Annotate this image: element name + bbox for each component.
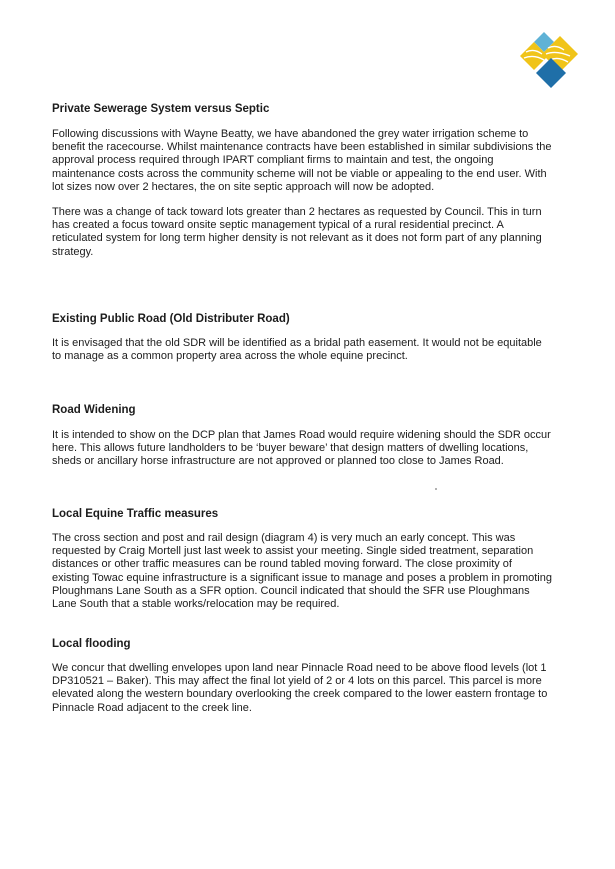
section-heading-road-widening: Road Widening — [52, 404, 136, 416]
section-heading-sewerage: Private Sewerage System versus Septic — [52, 103, 270, 115]
scan-speck — [435, 488, 437, 490]
section-heading-public-road: Existing Public Road (Old Distributer Road) — [52, 313, 290, 325]
company-logo — [520, 30, 582, 88]
paragraph-sewerage-2: There was a change of tack toward lots greater than 2 hectares as requested by Council. This in turn has created a focus toward onsite septic management typical of a rural residential precinct. A reticulated system for long term higher density is not relevant as it does not form part of any planning strategy. — [52, 206, 542, 258]
paragraph-local-flooding: We concur that dwelling envelopes upon land near Pinnacle Road need to be above flood levels (lot 1 DP310521 – Baker). This may affect the final lot yield of 2 or 4 lots on this parcel. This parcel is more elevated along the western boundary overlooking the creek compared to the lower eastern frontage to Pinnacle Road adjacent to the creek line. — [52, 662, 548, 714]
paragraph-equine-traffic: The cross section and post and rail design (diagram 4) is very much an early concept. This was requested by Craig Mortell just last week to assist your meeting. Single sided treatment, separation distances or other traffic measures can be round tabled moving forward. The close proximity of existing Towac equine infrastructure is a significant issue to manage and poses a problem in promoting Ploughmans Lane South as a SFR option. Council indicated that should the SFR use Ploughmans Lane South that a stable works/relocation may be required. — [52, 532, 552, 611]
section-heading-equine-traffic: Local Equine Traffic measures — [52, 508, 219, 520]
section-heading-local-flooding: Local flooding — [52, 638, 131, 650]
paragraph-public-road: It is envisaged that the old SDR will be identified as a bridal path easement. It would not be equitable to manage as a common property area across the whole equine precinct. — [52, 337, 542, 363]
paragraph-road-widening: It is intended to show on the DCP plan that James Road would require widening should the SDR occur here. This allows future landholders to be ‘buyer beware’ that design matters of dwelling locations, sheds or ancillary horse infrastructure are not approved or planned too close to James Road. — [52, 429, 551, 468]
paragraph-sewerage-1: Following discussions with Wayne Beatty, we have abandoned the grey water irrigation scheme to benefit the racecourse. Whilst maintenance contracts have been established in similar subdivisions the approval process required through IPART compliant firms to maintain and test, the ongoing maintenance costs across the community scheme will not be viable or appealing to the end user. With lot sizes now over 2 hectares, the on site septic approach will now be adopted. — [52, 128, 552, 193]
